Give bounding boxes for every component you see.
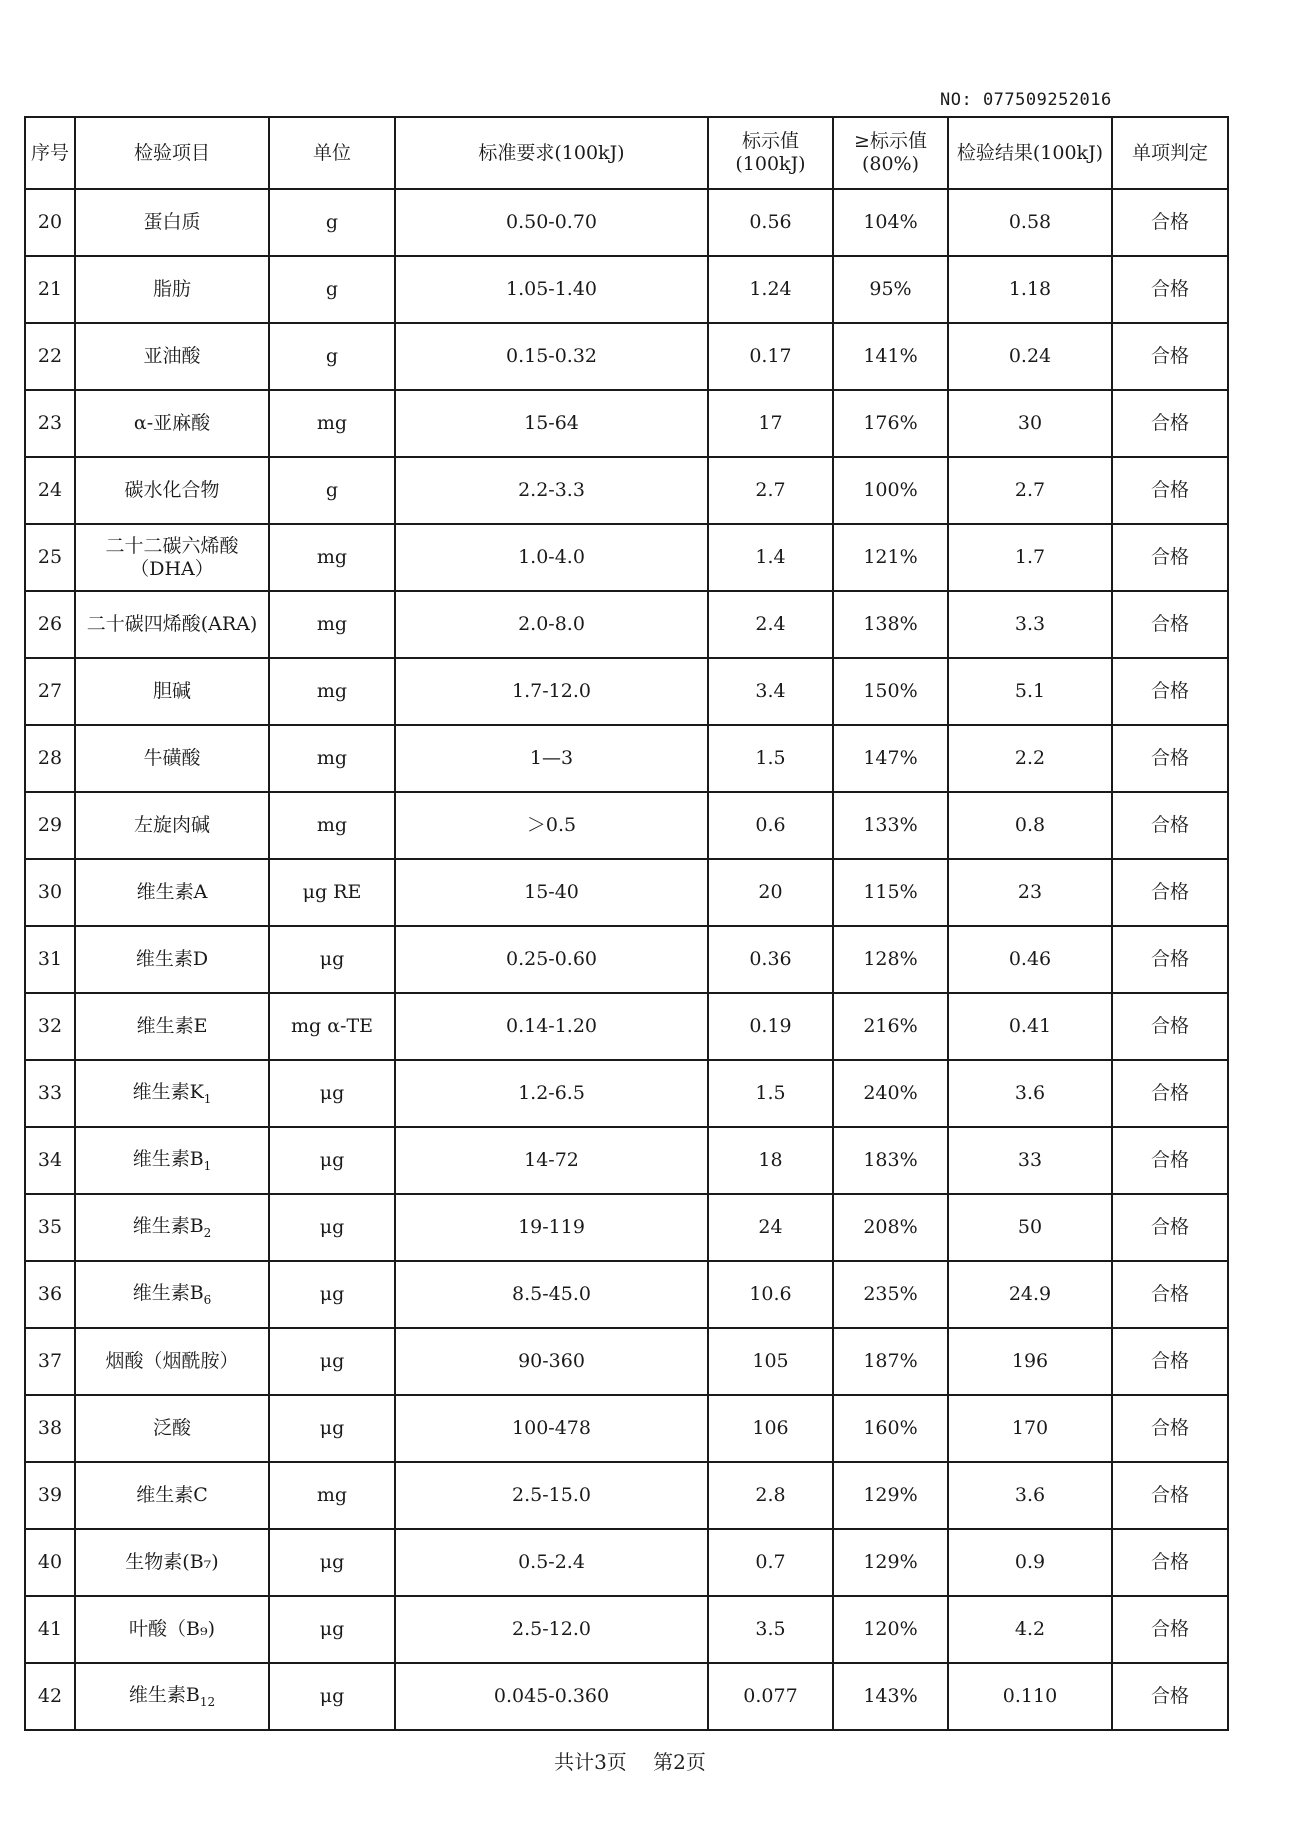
cell-verdict: 合格 bbox=[1112, 658, 1228, 725]
item-name: 维生素E bbox=[136, 1015, 208, 1038]
cell-standard: 1.2-6.5 bbox=[395, 1060, 708, 1127]
cell-result: 1.7 bbox=[948, 524, 1112, 591]
cell-result: 0.41 bbox=[948, 993, 1112, 1060]
item-name: α-亚麻酸 bbox=[133, 412, 211, 435]
cell-verdict: 合格 bbox=[1112, 457, 1228, 524]
cell-seq: 30 bbox=[25, 859, 75, 926]
cell-standard: 1.0-4.0 bbox=[395, 524, 708, 591]
cell-standard: 0.25-0.60 bbox=[395, 926, 708, 993]
table-row bbox=[25, 1529, 1228, 1596]
cell-seq: 35 bbox=[25, 1194, 75, 1261]
cell-standard: 15-40 bbox=[395, 859, 708, 926]
cell-unit: mg bbox=[269, 390, 395, 457]
cell-ratio: 141% bbox=[833, 323, 948, 390]
cell-result: 0.110 bbox=[948, 1663, 1112, 1730]
table-row bbox=[25, 390, 1228, 457]
cell-unit: μg bbox=[269, 1395, 395, 1462]
cell-unit: mg bbox=[269, 591, 395, 658]
cell-labeled-value: 18 bbox=[708, 1127, 833, 1194]
cell-item bbox=[75, 859, 269, 926]
cell-verdict: 合格 bbox=[1112, 1596, 1228, 1663]
item-name: 维生素C bbox=[136, 1484, 208, 1507]
cell-result: 3.6 bbox=[948, 1060, 1112, 1127]
inspection-table bbox=[24, 116, 1229, 1731]
cell-item bbox=[75, 658, 269, 725]
cell-verdict: 合格 bbox=[1112, 725, 1228, 792]
cell-ratio: 187% bbox=[833, 1328, 948, 1395]
cell-unit: μg RE bbox=[269, 859, 395, 926]
table-body bbox=[25, 189, 1228, 1730]
cell-seq: 33 bbox=[25, 1060, 75, 1127]
cell-standard: 1.7-12.0 bbox=[395, 658, 708, 725]
cell-ratio: 208% bbox=[833, 1194, 948, 1261]
item-name: 碳水化合物 bbox=[124, 479, 220, 502]
cell-seq: 26 bbox=[25, 591, 75, 658]
cell-labeled-value: 0.36 bbox=[708, 926, 833, 993]
cell-labeled-value: 106 bbox=[708, 1395, 833, 1462]
cell-result: 5.1 bbox=[948, 658, 1112, 725]
cell-item bbox=[75, 1395, 269, 1462]
cell-ratio: 104% bbox=[833, 189, 948, 256]
cell-seq: 32 bbox=[25, 993, 75, 1060]
cell-labeled-value: 1.24 bbox=[708, 256, 833, 323]
cell-seq: 21 bbox=[25, 256, 75, 323]
cell-ratio: 129% bbox=[833, 1462, 948, 1529]
item-name: 维生素D bbox=[135, 948, 209, 971]
table-row bbox=[25, 792, 1228, 859]
cell-standard: 1—3 bbox=[395, 725, 708, 792]
cell-unit: mg bbox=[269, 792, 395, 859]
item-name: 维生素B bbox=[132, 1214, 204, 1237]
cell-verdict: 合格 bbox=[1112, 1663, 1228, 1730]
cell-standard: 15-64 bbox=[395, 390, 708, 457]
item-subscript: 12 bbox=[199, 1694, 216, 1709]
total-pages: 共计3页 bbox=[554, 1750, 627, 1774]
cell-standard: 0.50-0.70 bbox=[395, 189, 708, 256]
report-number: NO: 077509252016 bbox=[940, 90, 1112, 110]
item-name: 二十碳四烯酸(ARA) bbox=[86, 613, 258, 636]
cell-standard: 2.0-8.0 bbox=[395, 591, 708, 658]
cell-ratio: 120% bbox=[833, 1596, 948, 1663]
table-row bbox=[25, 1261, 1228, 1328]
cell-verdict: 合格 bbox=[1112, 993, 1228, 1060]
cell-seq: 28 bbox=[25, 725, 75, 792]
cell-item bbox=[75, 524, 269, 591]
cell-unit: g bbox=[269, 189, 395, 256]
item-name: 脂肪 bbox=[152, 278, 191, 301]
item-name: 牛磺酸 bbox=[143, 747, 201, 770]
table-row bbox=[25, 1596, 1228, 1663]
cell-item bbox=[75, 256, 269, 323]
cell-seq: 38 bbox=[25, 1395, 75, 1462]
current-page: 第2页 bbox=[653, 1750, 706, 1774]
cell-verdict: 合格 bbox=[1112, 1261, 1228, 1328]
cell-verdict: 合格 bbox=[1112, 1127, 1228, 1194]
item-name: 左旋肉碱 bbox=[133, 814, 210, 837]
cell-result: 0.9 bbox=[948, 1529, 1112, 1596]
cell-result: 24.9 bbox=[948, 1261, 1112, 1328]
cell-unit: mg α-TE bbox=[269, 993, 395, 1060]
cell-verdict: 合格 bbox=[1112, 1395, 1228, 1462]
cell-item bbox=[75, 1663, 269, 1730]
cell-seq: 37 bbox=[25, 1328, 75, 1395]
cell-verdict: 合格 bbox=[1112, 1462, 1228, 1529]
header-unit: 单位 bbox=[269, 117, 395, 189]
header-item: 检验项目 bbox=[75, 117, 269, 189]
table-row bbox=[25, 1663, 1228, 1730]
cell-ratio: 160% bbox=[833, 1395, 948, 1462]
cell-seq: 40 bbox=[25, 1529, 75, 1596]
cell-unit: mg bbox=[269, 725, 395, 792]
table-row bbox=[25, 859, 1228, 926]
cell-verdict: 合格 bbox=[1112, 926, 1228, 993]
cell-verdict: 合格 bbox=[1112, 1060, 1228, 1127]
cell-item bbox=[75, 1127, 269, 1194]
cell-item bbox=[75, 390, 269, 457]
cell-seq: 31 bbox=[25, 926, 75, 993]
header-verdict: 单项判定 bbox=[1112, 117, 1228, 189]
table-row bbox=[25, 1127, 1228, 1194]
cell-verdict: 合格 bbox=[1112, 256, 1228, 323]
cell-ratio: 115% bbox=[833, 859, 948, 926]
cell-item bbox=[75, 792, 269, 859]
item-name: 亚油酸 bbox=[143, 345, 201, 368]
cell-result: 3.3 bbox=[948, 591, 1112, 658]
table-row bbox=[25, 926, 1228, 993]
cell-result: 1.18 bbox=[948, 256, 1112, 323]
cell-verdict: 合格 bbox=[1112, 1194, 1228, 1261]
cell-unit: μg bbox=[269, 926, 395, 993]
item-name: 烟酸（烟酰胺） bbox=[105, 1350, 239, 1373]
table-row bbox=[25, 1462, 1228, 1529]
cell-unit: μg bbox=[269, 1663, 395, 1730]
cell-result: 2.2 bbox=[948, 725, 1112, 792]
cell-unit: μg bbox=[269, 1529, 395, 1596]
cell-unit: mg bbox=[269, 1462, 395, 1529]
cell-unit: μg bbox=[269, 1328, 395, 1395]
cell-labeled-value: 0.6 bbox=[708, 792, 833, 859]
item-name: 维生素B bbox=[132, 1281, 204, 1304]
table-row bbox=[25, 256, 1228, 323]
cell-ratio: 240% bbox=[833, 1060, 948, 1127]
cell-result: 2.7 bbox=[948, 457, 1112, 524]
cell-result: 23 bbox=[948, 859, 1112, 926]
cell-seq: 34 bbox=[25, 1127, 75, 1194]
cell-unit: mg bbox=[269, 658, 395, 725]
cell-standard: 2.2-3.3 bbox=[395, 457, 708, 524]
cell-labeled-value: 0.19 bbox=[708, 993, 833, 1060]
cell-seq: 41 bbox=[25, 1596, 75, 1663]
cell-unit: μg bbox=[269, 1127, 395, 1194]
cell-unit: μg bbox=[269, 1060, 395, 1127]
cell-labeled-value: 17 bbox=[708, 390, 833, 457]
cell-seq: 25 bbox=[25, 524, 75, 591]
table-row bbox=[25, 524, 1228, 591]
cell-labeled-value: 24 bbox=[708, 1194, 833, 1261]
table-row bbox=[25, 1395, 1228, 1462]
cell-verdict: 合格 bbox=[1112, 390, 1228, 457]
cell-labeled-value: 0.077 bbox=[708, 1663, 833, 1730]
cell-unit: g bbox=[269, 256, 395, 323]
table-row bbox=[25, 189, 1228, 256]
cell-ratio: 100% bbox=[833, 457, 948, 524]
page-footer bbox=[0, 1746, 1260, 1775]
cell-ratio: 133% bbox=[833, 792, 948, 859]
item-name: 维生素B bbox=[132, 1147, 204, 1170]
cell-ratio: 176% bbox=[833, 390, 948, 457]
cell-item bbox=[75, 591, 269, 658]
cell-labeled-value: 2.4 bbox=[708, 591, 833, 658]
cell-unit: g bbox=[269, 323, 395, 390]
header-result: 检验结果(100kJ) bbox=[948, 117, 1112, 189]
cell-item bbox=[75, 457, 269, 524]
cell-ratio: 128% bbox=[833, 926, 948, 993]
item-subscript: 1 bbox=[203, 1091, 212, 1106]
cell-seq: 24 bbox=[25, 457, 75, 524]
cell-ratio: 183% bbox=[833, 1127, 948, 1194]
cell-result: 170 bbox=[948, 1395, 1112, 1462]
cell-result: 0.8 bbox=[948, 792, 1112, 859]
cell-seq: 42 bbox=[25, 1663, 75, 1730]
cell-ratio: 129% bbox=[833, 1529, 948, 1596]
cell-item bbox=[75, 189, 269, 256]
cell-standard: 100-478 bbox=[395, 1395, 708, 1462]
cell-ratio: 216% bbox=[833, 993, 948, 1060]
cell-ratio: 235% bbox=[833, 1261, 948, 1328]
cell-labeled-value: 2.7 bbox=[708, 457, 833, 524]
table-row bbox=[25, 993, 1228, 1060]
cell-item bbox=[75, 993, 269, 1060]
item-name: 泛酸 bbox=[152, 1417, 191, 1440]
cell-standard: 1.05-1.40 bbox=[395, 256, 708, 323]
item-name: 二十二碳六烯酸（DHA） bbox=[105, 534, 239, 580]
cell-ratio: 150% bbox=[833, 658, 948, 725]
cell-result: 50 bbox=[948, 1194, 1112, 1261]
cell-ratio: 95% bbox=[833, 256, 948, 323]
item-name: 生物素(B₇) bbox=[125, 1551, 219, 1574]
cell-unit: μg bbox=[269, 1261, 395, 1328]
cell-ratio: 147% bbox=[833, 725, 948, 792]
cell-item bbox=[75, 725, 269, 792]
item-name: 维生素B bbox=[128, 1683, 200, 1706]
table-row bbox=[25, 1328, 1228, 1395]
cell-result: 3.6 bbox=[948, 1462, 1112, 1529]
cell-verdict: 合格 bbox=[1112, 1529, 1228, 1596]
cell-result: 0.24 bbox=[948, 323, 1112, 390]
cell-item bbox=[75, 1328, 269, 1395]
header-standard: 标准要求(100kJ) bbox=[395, 117, 708, 189]
cell-standard: 14-72 bbox=[395, 1127, 708, 1194]
cell-labeled-value: 1.4 bbox=[708, 524, 833, 591]
cell-seq: 22 bbox=[25, 323, 75, 390]
cell-verdict: 合格 bbox=[1112, 189, 1228, 256]
item-name: 维生素A bbox=[136, 881, 208, 904]
table-row bbox=[25, 1194, 1228, 1261]
cell-unit: mg bbox=[269, 524, 395, 591]
cell-result: 4.2 bbox=[948, 1596, 1112, 1663]
table-row bbox=[25, 658, 1228, 725]
item-subscript: 6 bbox=[203, 1292, 212, 1307]
cell-labeled-value: 3.4 bbox=[708, 658, 833, 725]
cell-standard: 0.14-1.20 bbox=[395, 993, 708, 1060]
cell-standard: 0.5-2.4 bbox=[395, 1529, 708, 1596]
cell-seq: 23 bbox=[25, 390, 75, 457]
item-subscript: 1 bbox=[203, 1158, 212, 1173]
cell-verdict: 合格 bbox=[1112, 591, 1228, 658]
cell-seq: 29 bbox=[25, 792, 75, 859]
cell-item bbox=[75, 1194, 269, 1261]
cell-result: 196 bbox=[948, 1328, 1112, 1395]
cell-standard: 8.5-45.0 bbox=[395, 1261, 708, 1328]
cell-ratio: 138% bbox=[833, 591, 948, 658]
cell-item bbox=[75, 1529, 269, 1596]
cell-item bbox=[75, 1462, 269, 1529]
cell-standard: 0.045-0.360 bbox=[395, 1663, 708, 1730]
cell-labeled-value: 1.5 bbox=[708, 725, 833, 792]
cell-result: 30 bbox=[948, 390, 1112, 457]
cell-labeled-value: 3.5 bbox=[708, 1596, 833, 1663]
table-row bbox=[25, 1060, 1228, 1127]
table-row bbox=[25, 591, 1228, 658]
cell-verdict: 合格 bbox=[1112, 323, 1228, 390]
cell-unit: μg bbox=[269, 1596, 395, 1663]
cell-standard: 2.5-15.0 bbox=[395, 1462, 708, 1529]
cell-unit: μg bbox=[269, 1194, 395, 1261]
cell-seq: 20 bbox=[25, 189, 75, 256]
cell-labeled-value: 2.8 bbox=[708, 1462, 833, 1529]
item-subscript: 2 bbox=[203, 1225, 212, 1240]
item-name: 叶酸（B₉) bbox=[129, 1618, 215, 1641]
header-ratio: ≥标示值(80%) bbox=[833, 117, 948, 189]
cell-labeled-value: 10.6 bbox=[708, 1261, 833, 1328]
cell-result: 0.46 bbox=[948, 926, 1112, 993]
cell-item bbox=[75, 926, 269, 993]
cell-ratio: 143% bbox=[833, 1663, 948, 1730]
table-row bbox=[25, 725, 1228, 792]
cell-ratio: 121% bbox=[833, 524, 948, 591]
cell-standard: 0.15-0.32 bbox=[395, 323, 708, 390]
table-header bbox=[25, 117, 1228, 189]
table-row bbox=[25, 323, 1228, 390]
cell-result: 0.58 bbox=[948, 189, 1112, 256]
header-seq: 序号 bbox=[25, 117, 75, 189]
item-name: 蛋白质 bbox=[143, 211, 201, 234]
cell-item bbox=[75, 1261, 269, 1328]
cell-verdict: 合格 bbox=[1112, 792, 1228, 859]
cell-standard: 2.5-12.0 bbox=[395, 1596, 708, 1663]
cell-labeled-value: 0.7 bbox=[708, 1529, 833, 1596]
cell-result: 33 bbox=[948, 1127, 1112, 1194]
item-name: 胆碱 bbox=[152, 680, 191, 703]
cell-item bbox=[75, 323, 269, 390]
cell-standard: 19-119 bbox=[395, 1194, 708, 1261]
cell-verdict: 合格 bbox=[1112, 524, 1228, 591]
cell-labeled-value: 1.5 bbox=[708, 1060, 833, 1127]
cell-standard: 90-360 bbox=[395, 1328, 708, 1395]
item-name: 维生素K bbox=[132, 1080, 204, 1103]
cell-item bbox=[75, 1060, 269, 1127]
cell-standard: ＞0.5 bbox=[395, 792, 708, 859]
header-labeled-value: 标示值(100kJ) bbox=[708, 117, 833, 189]
cell-verdict: 合格 bbox=[1112, 859, 1228, 926]
cell-verdict: 合格 bbox=[1112, 1328, 1228, 1395]
cell-labeled-value: 0.56 bbox=[708, 189, 833, 256]
cell-seq: 27 bbox=[25, 658, 75, 725]
cell-seq: 36 bbox=[25, 1261, 75, 1328]
cell-seq: 39 bbox=[25, 1462, 75, 1529]
cell-labeled-value: 20 bbox=[708, 859, 833, 926]
cell-item bbox=[75, 1596, 269, 1663]
cell-labeled-value: 105 bbox=[708, 1328, 833, 1395]
table-row bbox=[25, 457, 1228, 524]
cell-labeled-value: 0.17 bbox=[708, 323, 833, 390]
cell-unit: g bbox=[269, 457, 395, 524]
